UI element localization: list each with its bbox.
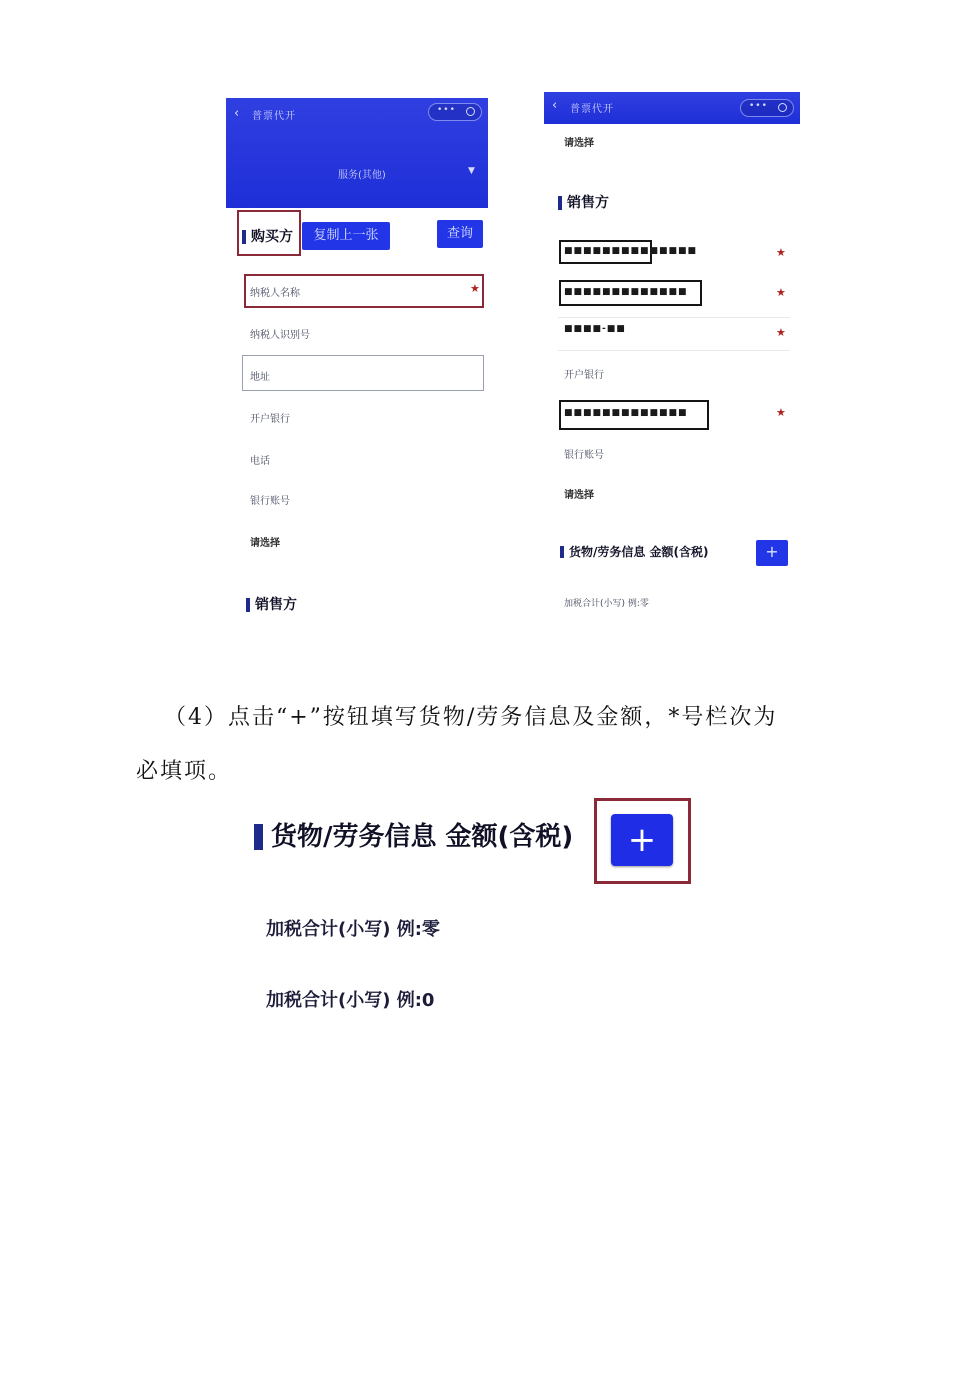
divider (558, 350, 790, 351)
required-star-icon: ★ (470, 282, 480, 295)
header-title: 普票代开 (252, 111, 296, 122)
more-icon[interactable]: ••• (749, 101, 768, 111)
seller-section-title: 销售方 (558, 196, 609, 210)
field-label: 纳税人识别号 (250, 330, 310, 341)
total-label: 加税合计(小写) 例:零 (564, 599, 649, 609)
back-icon[interactable]: ‹ (552, 98, 558, 113)
masked-value: ■■■■■■■■■■■■■ (564, 287, 688, 297)
field-label: 银行账号 (250, 496, 290, 507)
total-label-number: 加税合计(小写) 例:0 (266, 990, 435, 1011)
header-subtitle-right[interactable]: 服务(其他) (338, 170, 386, 181)
close-circle-icon[interactable] (778, 103, 787, 112)
field-label: 电话 (250, 456, 270, 467)
instruction-line-1: （4）点击“+”按钮填写货物/劳务信息及金额，*号栏次为 (164, 705, 778, 730)
goods-section-title-large: 货物/劳务信息 金额(含税) (254, 824, 573, 850)
masked-value: ■■■■■■■■■■■■■■ (564, 246, 698, 256)
more-icon[interactable]: ••• (437, 105, 456, 115)
left-screenshot (226, 98, 488, 623)
seller-section-title: 销售方 (246, 598, 297, 612)
select-placeholder[interactable]: 请选择 (564, 138, 594, 149)
mini-program-capsule[interactable] (740, 99, 794, 117)
divider (558, 317, 790, 318)
left-header (226, 98, 488, 208)
required-star-icon: ★ (776, 246, 786, 259)
field-label: 纳税人名称 (250, 288, 300, 299)
back-icon[interactable]: ‹ (234, 106, 240, 121)
select-placeholder[interactable]: 请选择 (564, 490, 594, 501)
field-label: 开户银行 (250, 414, 290, 425)
close-circle-icon[interactable] (466, 107, 475, 116)
instruction-line-2: 必填项。 (136, 759, 233, 784)
select-placeholder[interactable]: 请选择 (250, 538, 280, 549)
goods-section-title: 货物/劳务信息 金额(含税) (560, 546, 709, 558)
field-label: 开户银行 (564, 370, 604, 381)
add-goods-button-large[interactable]: + (611, 814, 673, 866)
required-star-icon: ★ (776, 286, 786, 299)
total-label-chinese: 加税合计(小写) 例:零 (266, 919, 440, 940)
header-title: 普票代开 (570, 104, 614, 115)
buyer-section-title: 购买方 (242, 230, 293, 244)
copy-previous-button[interactable]: 复制上一张 (302, 222, 390, 250)
address-field[interactable] (242, 355, 484, 391)
dropdown-arrow-icon[interactable]: ▼ (468, 166, 475, 176)
right-header (544, 92, 800, 124)
query-button[interactable]: 查询 (437, 220, 483, 248)
right-screenshot (544, 92, 802, 617)
masked-address[interactable]: ■■■■-■■ (564, 324, 626, 334)
mini-program-capsule[interactable] (428, 103, 482, 121)
field-label: 地址 (250, 372, 270, 383)
field-label: 银行账号 (564, 450, 604, 461)
masked-value: ■■■■■■■■■■■■■ (564, 408, 688, 418)
required-star-icon: ★ (776, 326, 786, 339)
required-star-icon: ★ (776, 406, 786, 419)
add-goods-button[interactable]: + (756, 540, 788, 566)
